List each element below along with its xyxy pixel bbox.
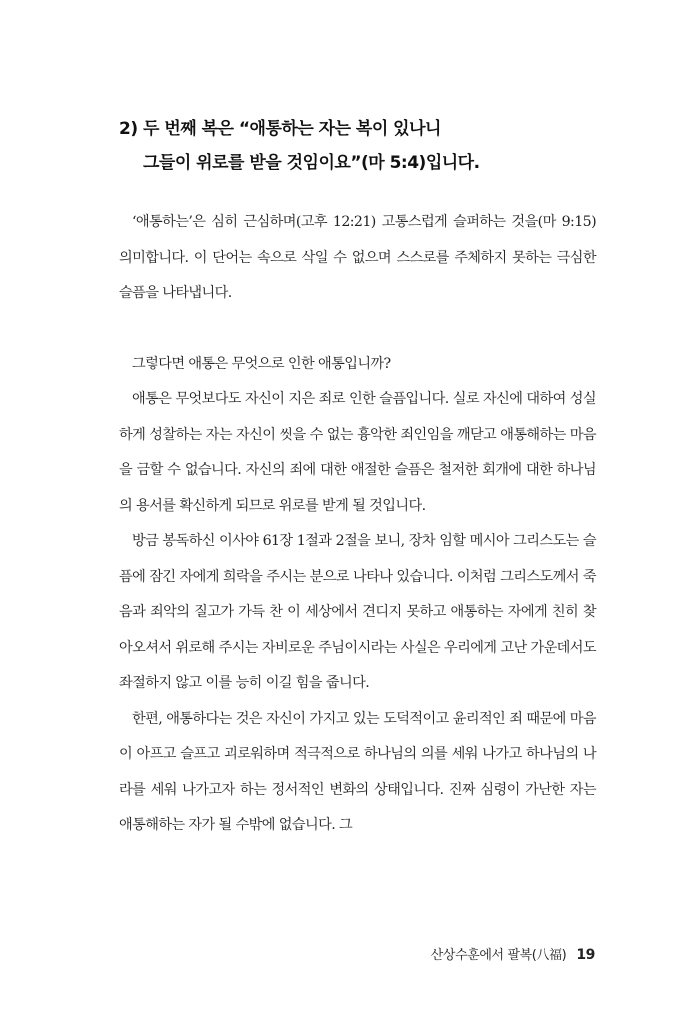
paragraph-question: 그렇다면 애통은 무엇으로 인한 애통입니까? [132, 355, 391, 372]
section-heading-line-2: 그들이 위로를 받을 것임이요”(마 5:4)입니다. [143, 153, 480, 173]
paragraph-definition: ‘애통하는’은 심히 근심하며(고후 12:21) 고통스럽게 슬퍼하는 것을(마 9:15) 의미합니다. 이 단어는 속으로 삭일 수 없으며 스스로를 주체하지 못하는 극심한 슬픔을 나타냅니다. [119, 214, 596, 301]
running-title: 산상수훈에서 팔복(八福) [430, 948, 567, 963]
paragraph-isaiah: 방금 봉독하신 이사야 61장 1절과 2절을 보니, 장차 임할 메시아 그리스도는 슬픔에 잠긴 자에게 희락을 주시는 분으로 나타나 있습니다. 이처럼 그리스도께서 죽음과 죄악의 질고가 가득 찬 이 세상에서 견디지 못하고 애통하는 자에게 친히 찾아오셔서 위로해 주시는 자비로운 주님이시라는 사실은 우리에게 고난 가운데서도 좌절하지 않고 이를 능히 이길 힘을 줍니다. [119, 533, 596, 691]
paragraph-moral-change: 한편, 애통하다는 것은 자신이 가지고 있는 도덕적이고 윤리적인 죄 때문에 마음이 아프고 슬프고 괴로워하며 적극적으로 하나님의 의를 세워 나가고 하나님의 나라를 세워 나가고자 하는 정서적인 변화의 상태입니다. 진짜 심령이 가난한 자는 애통해하는 자가 될 수밖에 없습니다. 그 [119, 710, 596, 833]
page-number: 19 [576, 947, 595, 963]
paragraph-gap [119, 312, 596, 347]
body-text [119, 205, 596, 844]
section-heading-line-1: 2) 두 번째 복은 “애통하는 자는 복이 있나니 [119, 119, 441, 139]
section-heading [119, 112, 619, 180]
paragraph-sin-sorrow: 애통은 무엇보다도 자신이 지은 죄로 인한 슬픔입니다. 실로 자신에 대하여 성실하게 성찰하는 자는 자신이 씻을 수 없는 흉악한 죄인임을 깨닫고 애통해하는 마음을 금할 수 없습니다. 자신의 죄에 대한 애절한 슬픔은 철저한 회개에 대한 하나님의 용서를 확신하게 되므로 위로를 받게 될 것입니다. [119, 391, 596, 514]
page-footer [431, 944, 595, 963]
